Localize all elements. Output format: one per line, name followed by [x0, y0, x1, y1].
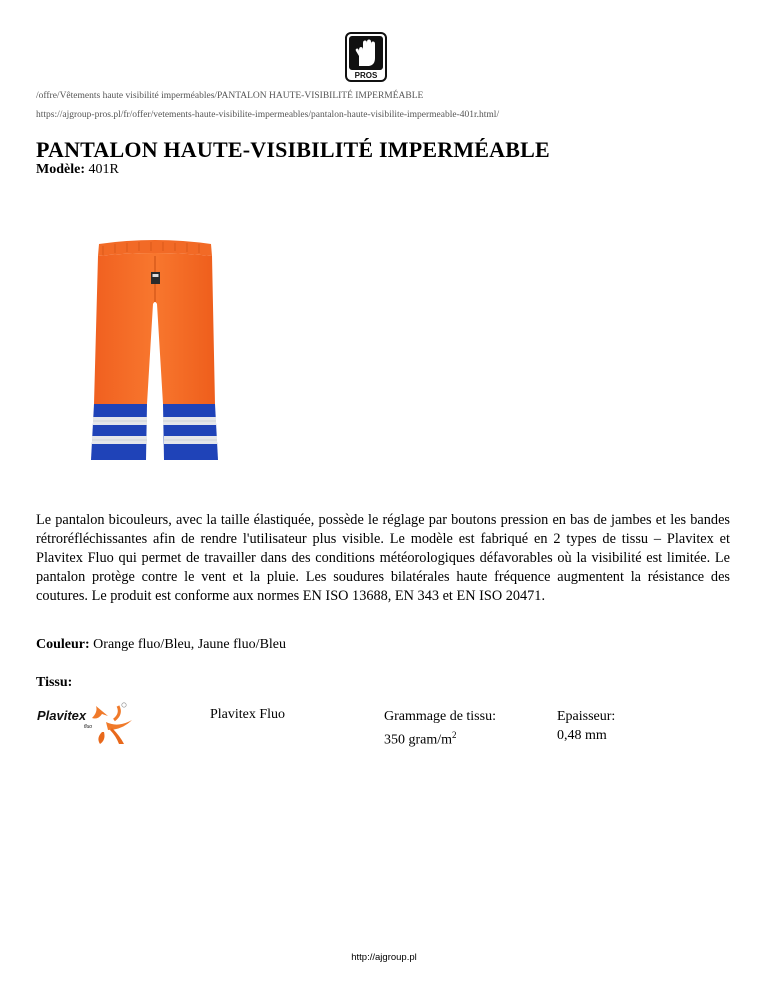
colour-label: Couleur:	[36, 637, 90, 652]
fabric-weight-label: Grammage de tissu:	[384, 709, 496, 724]
model-line	[36, 162, 119, 178]
fabric-thickness-value: 0,48 mm	[557, 728, 607, 743]
pros-hand-logo-icon	[345, 32, 387, 82]
model-value: 401R	[88, 162, 119, 177]
colour-value: Orange fluo/Bleu, Jaune fluo/Bleu	[93, 637, 287, 652]
plavitex-logo-subtext: fluo	[84, 724, 93, 730]
page-url: https://ajgroup-pros.pl/fr/offer/vetements-haute-visibilite-impermeables/pantalon-haute-visibilite-impermeable-401r.html/	[36, 110, 500, 120]
fabric-weight-value: 350 gram/m	[384, 732, 453, 748]
fabric-name: Plavitex Fluo	[210, 707, 286, 722]
pros-logo-text: PROS	[354, 71, 378, 80]
breadcrumb-path: /offre/Vêtements haute visibilité imperméables/PANTALON HAUTE-VISIBILITÉ IMPERMÉABLE	[36, 91, 424, 101]
fabric-label: Tissu:	[36, 675, 73, 690]
fabric-weight-unit-exponent: 2	[452, 730, 457, 740]
plavitex-fluo-logo-icon	[36, 700, 150, 748]
product-description: Le pantalon bicouleurs, avec la taille élastiquée, possède le réglage par boutons pression en bas de jambes et les bandes rétroréfléchissantes afin de rendre l'utilisateur plus visible. Le modèle est fabriqué en 2 types de tissu – Plavitex et Plavitex Fluo qui permet de travailler dans des conditions météorologiques défavorables où la visibilité est limitée. Le pantalon protège contre le vent et la pluie. Les soudures bilatérales haute fréquence augmentent la résistance des coutures. Le produit est conforme aux normes EN ISO 13688, EN 343 et EN ISO 20471.	[36, 512, 730, 604]
model-label: Modèle:	[36, 162, 85, 177]
fabric-weight	[384, 707, 496, 750]
page-title: PANTALON HAUTE-VISIBILITÉ IMPERMÉABLE	[36, 137, 550, 162]
high-visibility-trousers-image	[85, 234, 225, 466]
colour-line	[36, 637, 286, 653]
plavitex-logo-text: Plavitex	[37, 708, 87, 723]
fabric-thickness-label: Epaisseur:	[557, 709, 616, 724]
footer-url: http://ajgroup.pl	[351, 952, 417, 963]
fabric-thickness	[557, 707, 615, 745]
